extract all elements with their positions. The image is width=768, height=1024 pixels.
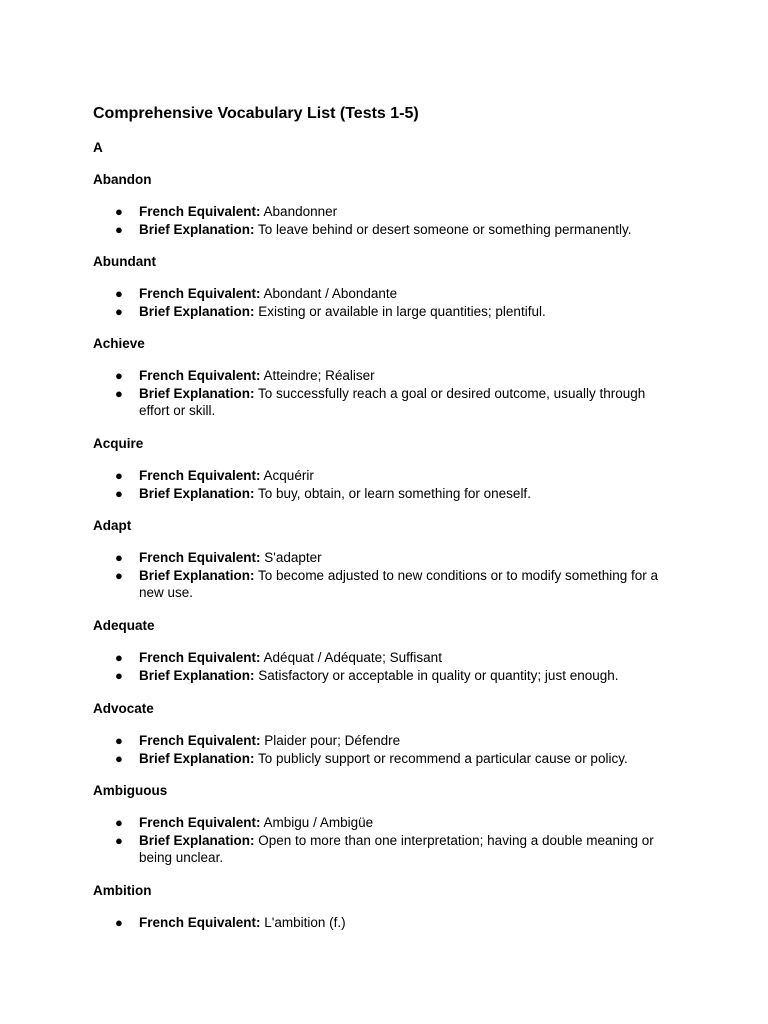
brief-explanation-value: To publicly support or recommend a particular cause or policy.	[258, 750, 628, 766]
bullet-icon: ●	[115, 815, 123, 830]
bullet-icon: ●	[115, 368, 123, 383]
french-equivalent-value: Abandonner	[263, 204, 338, 219]
vocab-entry	[93, 335, 693, 420]
vocab-details-list	[93, 732, 693, 767]
french-equivalent-item	[93, 732, 679, 750]
french-equivalent-item	[93, 649, 679, 667]
vocab-term: Abandon	[93, 172, 152, 187]
bullet-icon: ●	[115, 733, 123, 748]
french-equivalent-item	[93, 285, 679, 303]
french-equivalent-value: L'ambition (f.)	[264, 915, 346, 930]
french-equivalent-item	[93, 367, 679, 385]
vocab-term: Adapt	[93, 518, 132, 533]
vocab-entry	[93, 517, 693, 602]
vocab-entry	[93, 253, 693, 320]
vocab-details-list	[93, 203, 693, 238]
french-equivalent-value: Ambigu / Ambigüe	[263, 815, 374, 830]
brief-explanation-item	[93, 667, 679, 685]
french-equivalent-value: Acquérir	[263, 468, 314, 483]
french-equivalent-label: French Equivalent:	[139, 815, 261, 830]
brief-explanation-label: Brief Explanation:	[139, 750, 255, 766]
french-equivalent-value: Adéquat / Adéquate; Suffisant	[263, 650, 442, 665]
brief-explanation-item	[93, 832, 679, 867]
vocab-entry	[93, 700, 693, 767]
brief-explanation-value: To become adjusted to new conditions or to modify something for a new use.	[139, 567, 659, 600]
bullet-icon: ●	[115, 650, 123, 665]
bullet-icon: ●	[115, 385, 123, 401]
french-equivalent-label: French Equivalent:	[139, 550, 261, 565]
vocab-entry	[93, 171, 693, 238]
vocab-term: Ambiguous	[93, 783, 168, 798]
french-equivalent-item	[93, 203, 679, 221]
vocab-term: Ambition	[93, 883, 152, 898]
vocab-details-list	[93, 549, 693, 602]
vocab-details-list	[93, 467, 693, 502]
vocab-details-list	[93, 914, 693, 932]
vocab-entry	[93, 882, 693, 932]
brief-explanation-item	[93, 303, 679, 321]
bullet-icon: ●	[115, 667, 123, 683]
vocab-details-list	[93, 367, 693, 420]
brief-explanation-label: Brief Explanation:	[139, 832, 255, 848]
bullet-icon: ●	[115, 567, 123, 583]
brief-explanation-value: To successfully reach a goal or desired outcome, usually through effort or skill.	[139, 385, 646, 418]
brief-explanation-label: Brief Explanation:	[139, 221, 255, 237]
brief-explanation-value: To buy, obtain, or learn something for oneself.	[258, 485, 531, 501]
french-equivalent-label: French Equivalent:	[139, 468, 261, 483]
vocab-term: Acquire	[93, 436, 144, 451]
bullet-icon: ●	[115, 915, 123, 930]
french-equivalent-item	[93, 814, 679, 832]
bullet-icon: ●	[115, 468, 123, 483]
brief-explanation-label: Brief Explanation:	[139, 385, 255, 401]
bullet-icon: ●	[115, 204, 123, 219]
french-equivalent-label: French Equivalent:	[139, 915, 261, 930]
brief-explanation-item	[93, 385, 679, 420]
bullet-icon: ●	[115, 221, 123, 237]
vocab-details-list	[93, 814, 693, 867]
vocab-term: Achieve	[93, 336, 145, 351]
bullet-icon: ●	[115, 750, 123, 766]
french-equivalent-label: French Equivalent:	[139, 733, 261, 748]
brief-explanation-item	[93, 567, 679, 602]
french-equivalent-item	[93, 914, 679, 932]
french-equivalent-label: French Equivalent:	[139, 204, 261, 219]
brief-explanation-item	[93, 485, 679, 503]
french-equivalent-value: Plaider pour; Défendre	[264, 733, 401, 748]
vocab-term: Abundant	[93, 254, 156, 269]
brief-explanation-label: Brief Explanation:	[139, 567, 255, 583]
french-equivalent-value: Abondant / Abondante	[263, 286, 398, 301]
bullet-icon: ●	[115, 832, 123, 848]
bullet-icon: ●	[115, 303, 123, 319]
bullet-icon: ●	[115, 286, 123, 301]
brief-explanation-item	[93, 221, 679, 239]
vocab-entry	[93, 617, 693, 684]
brief-explanation-value: Open to more than one interpretation; having a double meaning or being unclear.	[139, 832, 654, 865]
brief-explanation-value: Existing or available in large quantities; plentiful.	[258, 303, 546, 319]
brief-explanation-label: Brief Explanation:	[139, 303, 255, 319]
brief-explanation-value: Satisfactory or acceptable in quality or quantity; just enough.	[258, 667, 619, 683]
vocab-details-list	[93, 285, 693, 320]
french-equivalent-label: French Equivalent:	[139, 286, 261, 301]
bullet-icon: ●	[115, 485, 123, 501]
page-title: Comprehensive Vocabulary List (Tests 1-5)	[93, 105, 419, 122]
french-equivalent-label: French Equivalent:	[139, 368, 261, 383]
brief-explanation-item	[93, 750, 679, 768]
vocab-term: Advocate	[93, 701, 154, 716]
french-equivalent-value: Atteindre; Réaliser	[263, 368, 375, 383]
brief-explanation-value: To leave behind or desert someone or something permanently.	[258, 221, 632, 237]
vocab-term: Adequate	[93, 618, 155, 633]
french-equivalent-label: French Equivalent:	[139, 650, 261, 665]
french-equivalent-value: S'adapter	[264, 550, 322, 565]
vocab-details-list	[93, 649, 693, 684]
bullet-icon: ●	[115, 550, 123, 565]
brief-explanation-label: Brief Explanation:	[139, 667, 255, 683]
french-equivalent-item	[93, 549, 679, 567]
section-heading-a: A	[93, 140, 103, 155]
vocab-entry	[93, 435, 693, 502]
brief-explanation-label: Brief Explanation:	[139, 485, 255, 501]
vocab-entry	[93, 782, 693, 867]
french-equivalent-item	[93, 467, 679, 485]
